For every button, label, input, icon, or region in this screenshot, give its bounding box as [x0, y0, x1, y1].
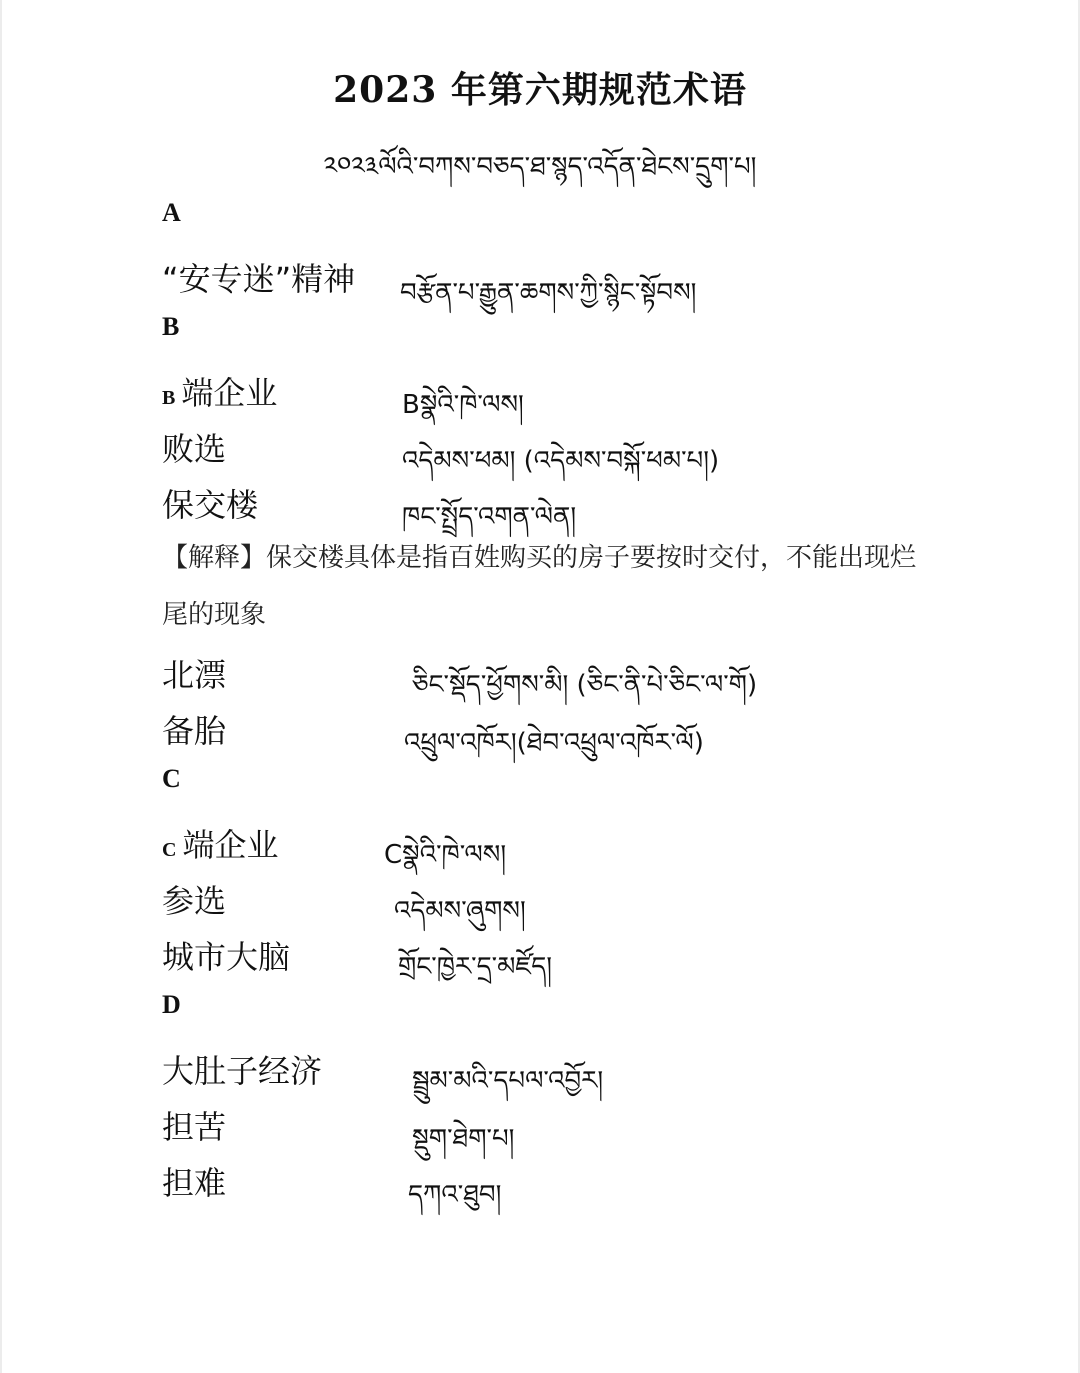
term-label: 参选	[162, 882, 227, 920]
term-prefix: C	[162, 839, 177, 861]
page-subtitle-tibetan: ༢༠༢༣ལོའི་བཀས་བཅད་ཐ་སྙད་འདོན་ཐེངས་དྲུག་པ།	[323, 152, 757, 182]
term-tibetan: Cསྣེའི་ཁེ་ལས།	[384, 840, 507, 870]
section-heading-c: C	[162, 764, 181, 793]
term-label: 北漂	[162, 656, 227, 694]
term-tibetan: དཀའ་ཐུབ།	[408, 1180, 502, 1210]
term-tibetan: བརྩོན་པ་རྒྱུན་ཆགས་ཀྱི་སྙིང་སྟོབས།	[400, 278, 697, 308]
term-chinese	[162, 1102, 226, 1148]
term-label: 城市大脑	[162, 938, 291, 976]
section-heading-b: B	[162, 312, 180, 341]
term-chinese	[162, 254, 355, 300]
term-tibetan: Bསྣེའི་ཁེ་ལས།	[402, 390, 524, 420]
term-label: “安专迷”精神	[162, 260, 356, 298]
term-chinese	[162, 480, 258, 526]
term-tibetan: གྲོང་ཁྱེར་དྲ་མཛོད།	[398, 952, 553, 982]
term-tibetan: འདེམས་ཕམ། (འདེམས་བསྐོ་ཕམ་པ།)	[402, 446, 720, 476]
term-chinese	[162, 706, 226, 752]
term-chinese	[162, 424, 226, 470]
term-label: 端企业	[181, 374, 278, 412]
term-chinese	[162, 932, 290, 978]
term-tibetan: སྦྲུམ་མའི་དཔལ་འབྱོར།	[412, 1066, 604, 1096]
term-explanation: 【解释】保交楼具体是指百姓购买的房子要按时交付，不能出现烂尾的现象	[162, 543, 917, 630]
term-chinese	[162, 650, 226, 696]
term-chinese	[162, 820, 278, 866]
term-label: 担苦	[162, 1108, 227, 1146]
term-chinese	[162, 1046, 322, 1092]
term-tibetan: ཅིང་སྡོད་ཕྱོགས་མི། (ཅིང་ནི་པེ་ཅིང་ལ་གོ)	[412, 670, 758, 700]
page-title: 2023 年第六期规范术语	[333, 69, 747, 111]
term-label: 大肚子经济	[162, 1052, 323, 1090]
section-heading-a: A	[162, 198, 181, 227]
term-chinese	[162, 368, 277, 414]
term-label: 备胎	[162, 712, 227, 750]
term-chinese	[162, 1158, 226, 1204]
term-tibetan: འདེམས་ཞུགས།	[394, 896, 526, 926]
term-chinese	[162, 876, 226, 922]
term-tibetan: ཁང་སྤྲོད་འགན་ལེན།	[402, 502, 577, 532]
term-prefix: B	[162, 387, 176, 409]
term-tibetan: འཕྲུལ་འཁོར།(ཐེབ་འཕྲུལ་འཁོར་ལོ)	[404, 728, 704, 758]
term-label: 端企业	[182, 826, 279, 864]
term-label: 保交楼	[162, 486, 259, 524]
term-tibetan: སྡུག་ཐེག་པ།	[412, 1124, 515, 1154]
term-label: 败选	[162, 430, 227, 468]
term-label: 担难	[162, 1164, 227, 1202]
section-heading-d: D	[162, 990, 181, 1019]
